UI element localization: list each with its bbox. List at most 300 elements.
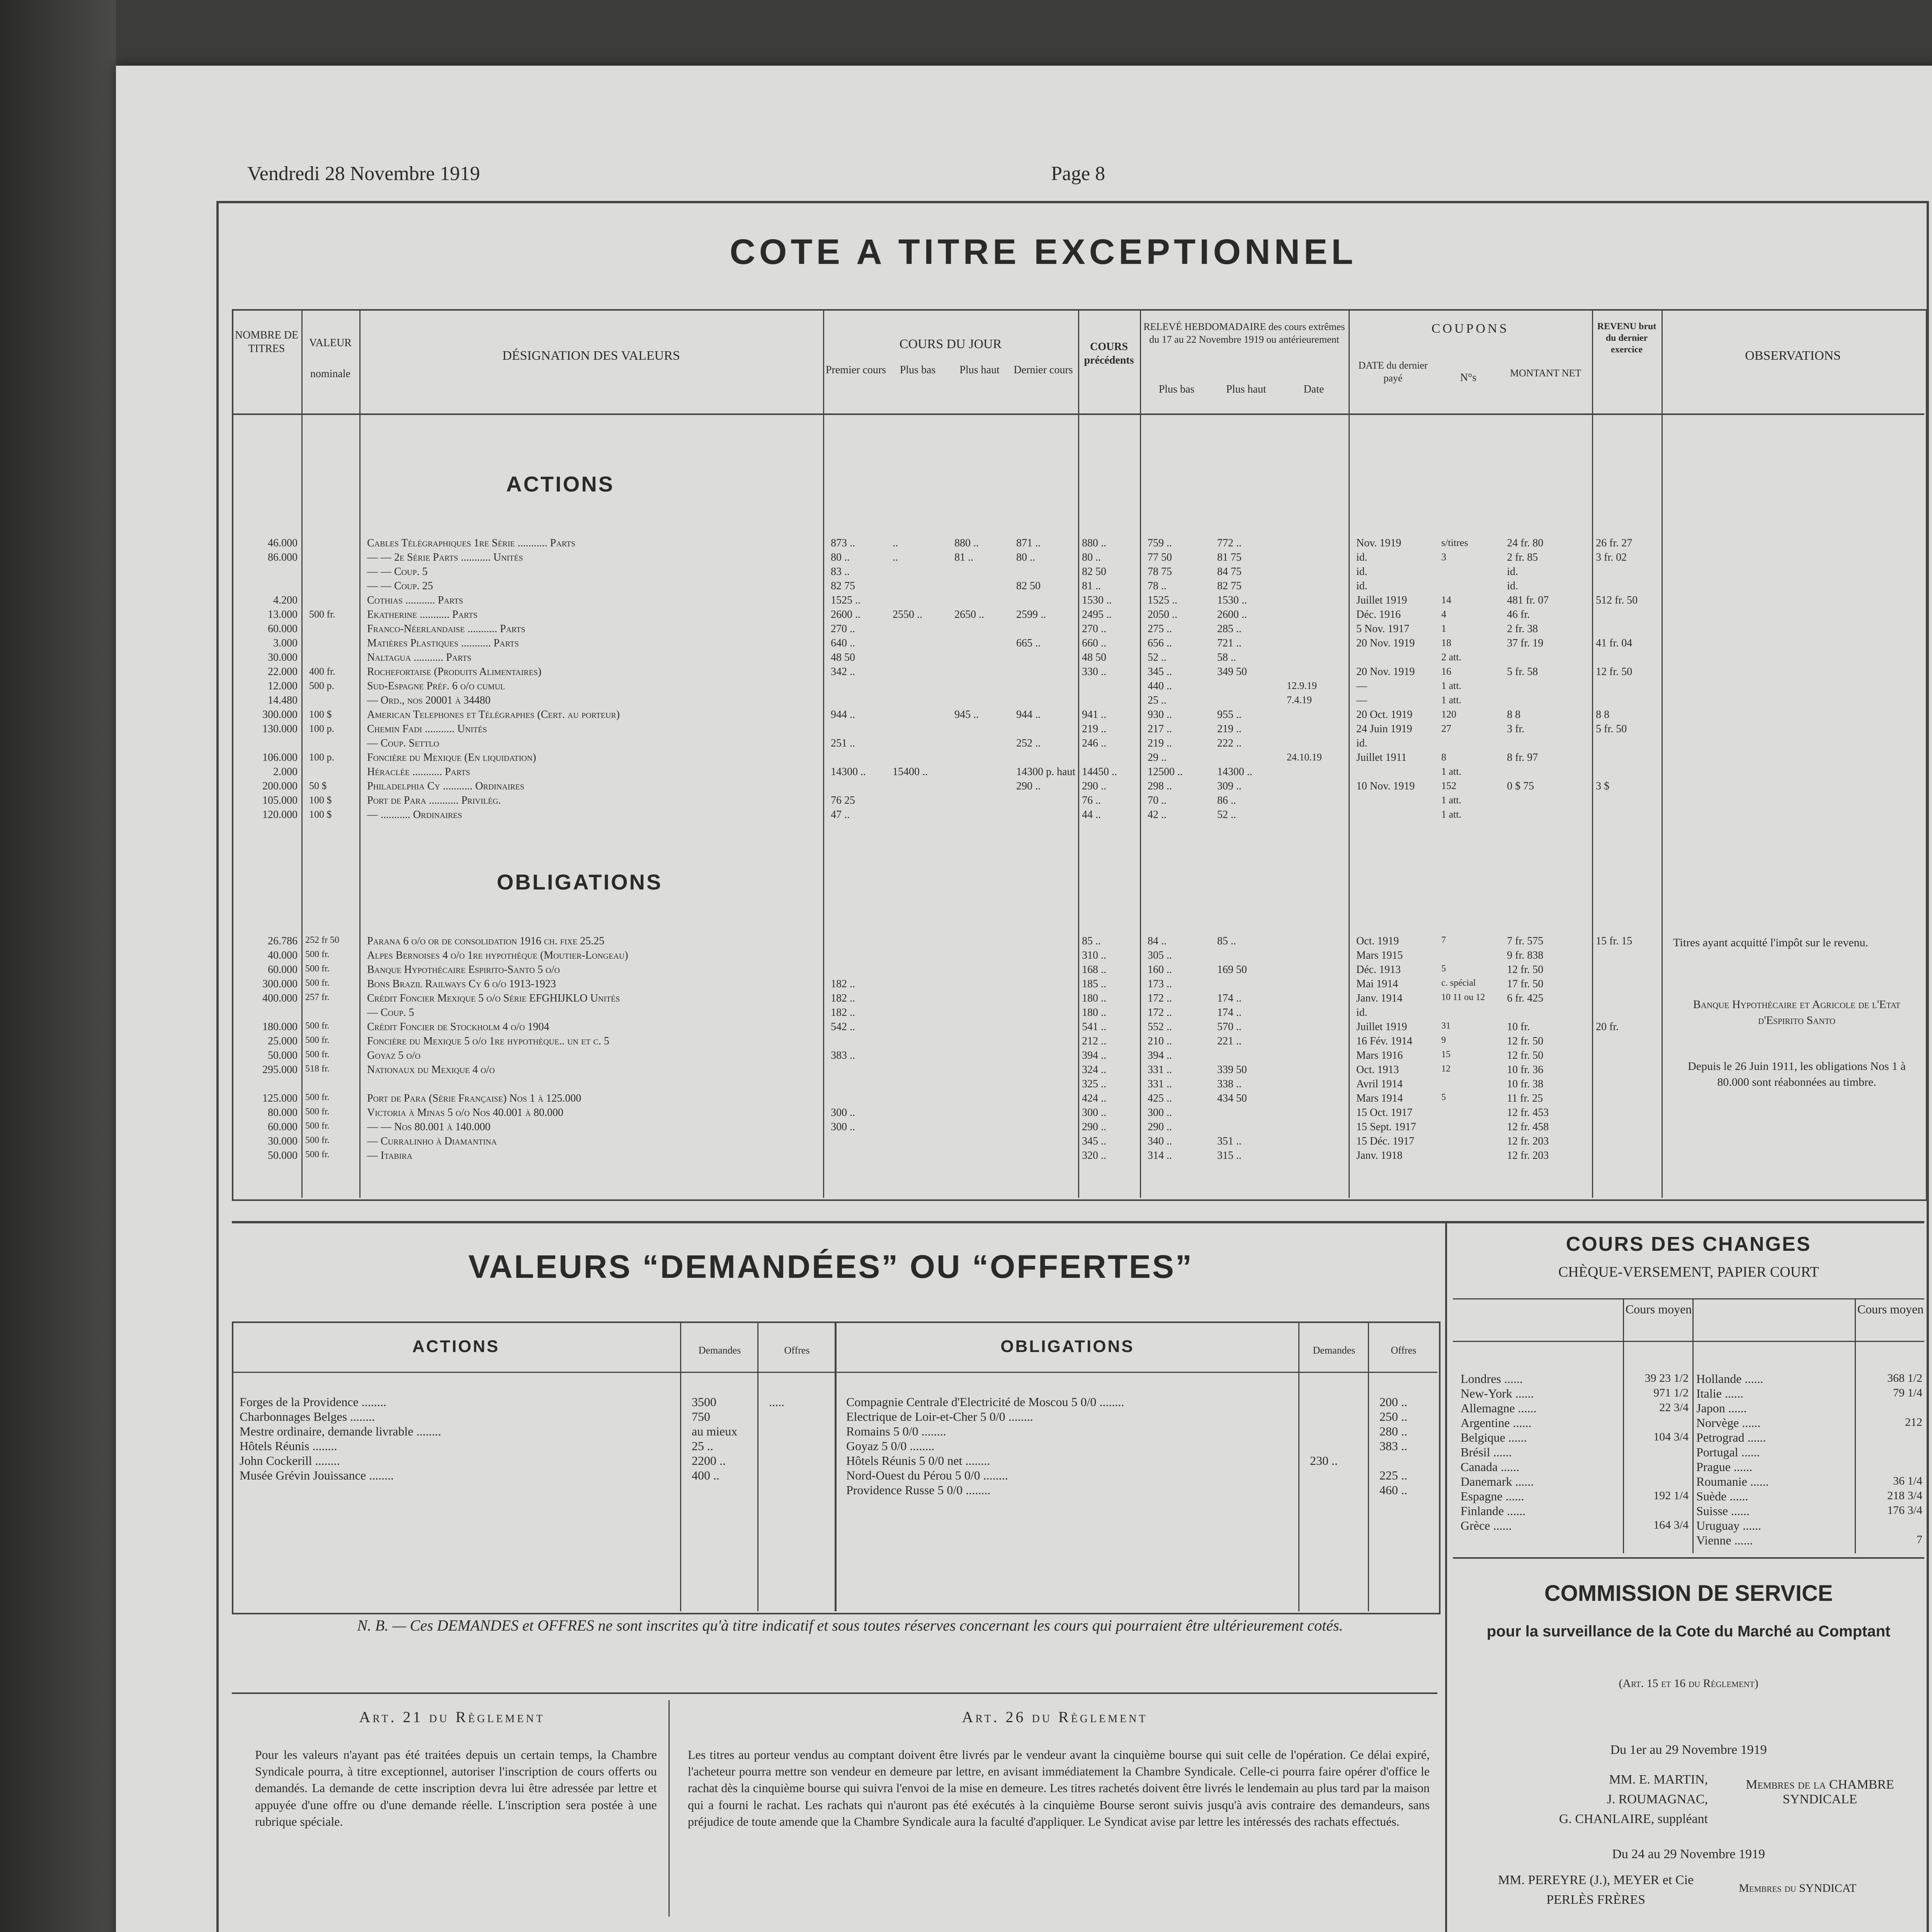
action-precedent: 880 ..	[1082, 537, 1106, 549]
action-valeur: 100 p.	[309, 752, 334, 763]
action-releve-bas: 77 50	[1148, 551, 1172, 563]
oblig-nombre: 125.000	[262, 1092, 298, 1104]
oblig-precedent: 394 ..	[1082, 1049, 1106, 1061]
oblig-designation: — Coup. 5	[367, 1007, 414, 1019]
action-coupon-net: 24 fr. 80	[1507, 537, 1544, 549]
action-premier: 342 ..	[831, 666, 855, 678]
oblig-nombre: 50.000	[268, 1049, 298, 1061]
oblig-releve-bas: 290 ..	[1148, 1121, 1172, 1133]
action-coupon-date: 20 Nov. 1919	[1356, 637, 1415, 649]
action-valeur: 400 fr.	[309, 666, 335, 677]
oblig-coupon-net: 9 fr. 838	[1507, 949, 1544, 961]
dem-oblig-name: Providence Russe 5 0/0 ........	[846, 1483, 991, 1497]
change-rate: 176 3/4	[1887, 1504, 1922, 1517]
oblig-coupon-date: 16 Fév. 1914	[1356, 1035, 1413, 1047]
action-coupon-date: id.	[1356, 580, 1367, 592]
action-dernier: 82 50	[1016, 580, 1041, 592]
oblig-revenu: 20 fr.	[1596, 1021, 1619, 1033]
commission-art: (Art. 15 et 16 du Règlement)	[1619, 1677, 1759, 1690]
oblig-coupon-date: 15 Sept. 1917	[1356, 1121, 1416, 1133]
action-premier: 48 50	[831, 651, 855, 663]
oblig-nombre: 60.000	[268, 1121, 298, 1133]
action-premier: 251 ..	[831, 737, 855, 749]
changes-sub: CHÈQUE-VERSEMENT, PAPIER COURT	[1558, 1264, 1819, 1280]
oblig-releve-bas: 172 ..	[1148, 1007, 1172, 1019]
oblig-designation: — Curralinho à Diamantina	[367, 1135, 497, 1147]
action-nombre: 120.000	[262, 809, 298, 821]
dem-action-demande: 2200 ..	[692, 1454, 726, 1468]
col-dernier: Dernier cours	[1014, 364, 1073, 376]
change-country: Suède ......	[1696, 1489, 1748, 1503]
change-country: Argentine ......	[1461, 1416, 1532, 1430]
action-revenu: 3 fr. 02	[1596, 551, 1627, 563]
action-nombre: 13.000	[268, 609, 298, 621]
action-nombre: 60.000	[268, 623, 298, 635]
oblig-releve-haut: 338 ..	[1217, 1078, 1242, 1090]
obs-banque: Banque Hypothécaire et Agricole de l'Etat d'Espirito Santo	[1693, 998, 1901, 1027]
action-premier: 1525 ..	[831, 594, 861, 606]
action-releve-haut: 955 ..	[1217, 709, 1242, 721]
action-nombre: 300.000	[262, 709, 298, 721]
dem-col-offres-o: Offres	[1391, 1345, 1417, 1356]
action-releve-bas: 12500 ..	[1148, 766, 1183, 778]
oblig-precedent: 85 ..	[1082, 935, 1101, 947]
oblig-releve-bas: 84 ..	[1148, 935, 1167, 947]
oblig-releve-haut: 434 50	[1217, 1092, 1247, 1104]
changes-moyen-left: Cours moyen	[1625, 1302, 1692, 1316]
dem-oblig-offre: 200 ..	[1379, 1395, 1407, 1409]
art21-text: Pour les valeurs n'ayant pas été traitées depuis un certain temps, la Chambre Syndicale pourra, à titre exceptionnel, autoriser l'inscription de cours offerts ou demandés. La demande de cette inscription devra lui être adressée par lettre et appuyée d'une offre ou d'une demande réelle. L'inscription sera postée à une rubrique spéciale.	[255, 1748, 657, 1828]
change-rate: 39 23 1/2	[1645, 1372, 1689, 1384]
art26-title: Art. 26 du Règlement	[962, 1708, 1148, 1726]
oblig-coupon-date: Oct. 1913	[1356, 1064, 1399, 1076]
action-releve-haut: 86 ..	[1217, 794, 1236, 806]
oblig-coupon-net: 12 fr. 50	[1507, 964, 1544, 976]
action-coupon-no: 14	[1441, 594, 1451, 605]
oblig-designation: Victoria à Minas 5 o/o Nos 40.001 à 80.000	[367, 1107, 563, 1119]
commission-title: COMMISSION DE SERVICE	[1544, 1581, 1833, 1606]
oblig-designation: Port de Para (Série Française) Nos 1 à 125.000	[367, 1092, 582, 1104]
change-rate: 79 1/4	[1893, 1386, 1922, 1399]
oblig-releve-bas: 340 ..	[1148, 1135, 1172, 1147]
action-releve-bas: 217 ..	[1148, 723, 1172, 735]
oblig-valeur: 500 fr.	[305, 964, 330, 974]
action-coupon-net: 3 fr.	[1507, 723, 1525, 735]
dem-oblig-name: Hôtels Réunis 5 0/0 net ........	[846, 1454, 990, 1468]
change-country: Italie ......	[1696, 1386, 1743, 1400]
action-designation: Héraclée ........... Parts	[367, 766, 470, 778]
dem-oblig-offre: 250 ..	[1379, 1410, 1407, 1423]
action-revenu: 5 fr. 50	[1596, 723, 1627, 735]
oblig-designation: Alpes Bernoises 4 o/o 1re hypothèque (Moutier-Longeau)	[367, 949, 628, 961]
oblig-designation: Banque Hypothécaire Espirito-Santo 5 o/o	[367, 964, 560, 976]
action-releve-haut: 58 ..	[1217, 651, 1236, 663]
dem-oblig-offre: 383 ..	[1379, 1439, 1407, 1453]
page-date: Vendredi 28 Novembre 1919	[247, 163, 480, 185]
action-designation: — — 2e Série Parts ........... Unités	[367, 551, 523, 563]
action-coupon-no: 18	[1441, 637, 1451, 648]
commission-names1: MM. E. MARTIN, J. ROUMAGNAC, G. CHANLAIRE, suppléant	[1559, 1772, 1708, 1826]
action-designation: Chemin Fadi ........... Unités	[367, 723, 487, 735]
oblig-coupon-net: 6 fr. 425	[1507, 992, 1544, 1004]
col-r-date: Date	[1303, 383, 1324, 395]
oblig-precedent: 180 ..	[1082, 1007, 1106, 1019]
action-plus-haut: 81 ..	[954, 551, 973, 563]
oblig-valeur: 500 fr.	[305, 1107, 330, 1117]
oblig-valeur: 500 fr.	[305, 1150, 330, 1160]
oblig-coupon-net: 10 fr.	[1507, 1021, 1530, 1033]
action-plus-haut: 880 ..	[954, 537, 979, 549]
oblig-premier: 300 ..	[831, 1107, 855, 1119]
oblig-designation: — — Nos 80.001 à 140.000	[367, 1121, 491, 1133]
action-nombre: 14.480	[268, 694, 298, 706]
action-revenu: 512 fr. 50	[1596, 594, 1638, 606]
oblig-valeur: 252 fr 50	[305, 935, 339, 945]
change-rate: 7	[1917, 1533, 1922, 1546]
action-precedent: 82 50	[1082, 566, 1106, 578]
action-coupon-net: 2 fr. 85	[1507, 551, 1538, 563]
change-rate: 212	[1905, 1416, 1922, 1429]
oblig-nombre: 25.000	[268, 1035, 298, 1047]
action-dernier: 252 ..	[1016, 737, 1041, 749]
action-releve-haut: 14300 ..	[1217, 766, 1252, 778]
obligations-heading: OBLIGATIONS	[497, 870, 663, 894]
dem-oblig-offre: 280 ..	[1379, 1424, 1407, 1438]
oblig-coupon-date: id.	[1356, 1007, 1367, 1019]
oblig-valeur: 500 fr.	[305, 978, 330, 988]
dem-oblig-name: Goyaz 5 0/0 ........	[846, 1439, 935, 1453]
action-releve-bas: 25 ..	[1148, 694, 1167, 706]
action-premier: 944 ..	[831, 709, 855, 721]
oblig-releve-haut: 315 ..	[1217, 1150, 1242, 1162]
col-observations: OBSERVATIONS	[1745, 349, 1841, 363]
oblig-valeur: 500 fr.	[305, 1135, 330, 1145]
oblig-designation: Nationaux du Mexique 4 o/o	[367, 1064, 495, 1076]
oblig-releve-bas: 394 ..	[1148, 1049, 1172, 1061]
dem-col-demandes-a: Demandes	[698, 1345, 741, 1356]
action-releve-bas: 275 ..	[1148, 623, 1172, 635]
action-releve-haut: 721 ..	[1217, 637, 1242, 649]
action-premier: 82 75	[831, 580, 855, 592]
oblig-precedent: 310 ..	[1082, 949, 1106, 961]
dem-oblig-name: Nord-Ouest du Pérou 5 0/0 ........	[846, 1468, 1008, 1482]
action-coupon-net: 2 fr. 38	[1507, 623, 1538, 635]
action-coupon-date: Déc. 1916	[1356, 609, 1401, 621]
commission-p1: Du 1er au 29 Novembre 1919	[1610, 1743, 1767, 1757]
action-valeur: 500 fr.	[309, 609, 335, 620]
oblig-premier: 300 ..	[831, 1121, 855, 1133]
oblig-premier: 542 ..	[831, 1021, 855, 1033]
action-revenu: 41 fr. 04	[1596, 637, 1633, 649]
col-valeur: VALEUR	[309, 337, 352, 349]
action-dernier: 80 ..	[1016, 551, 1035, 563]
change-country: Belgique ......	[1461, 1430, 1527, 1444]
action-coupon-date: 20 Nov. 1919	[1356, 666, 1415, 678]
dem-oblig-name: Compagnie Centrale d'Electricité de Moscou 5 0/0 ........	[846, 1395, 1124, 1409]
action-plus-haut: 945 ..	[954, 709, 979, 721]
oblig-releve-bas: 172 ..	[1148, 992, 1172, 1004]
action-precedent: 48 50	[1082, 651, 1106, 663]
oblig-coupon-no: 10 11 ou 12	[1441, 992, 1485, 1002]
oblig-releve-bas: 552 ..	[1148, 1021, 1172, 1033]
change-country: Brésil ......	[1461, 1445, 1512, 1459]
action-designation: — Coup. Settlo	[367, 737, 439, 749]
binder-shadow	[0, 0, 116, 1932]
action-precedent: 1530 ..	[1082, 594, 1112, 606]
action-releve-bas: 29 ..	[1148, 752, 1167, 764]
oblig-releve-bas: 305 ..	[1148, 949, 1172, 961]
oblig-valeur: 257 fr.	[305, 992, 330, 1002]
action-premier: 76 25	[831, 794, 855, 806]
dem-action-name: Forges de la Providence ........	[240, 1395, 386, 1409]
oblig-nombre: 26.786	[268, 935, 298, 947]
oblig-designation: — Itabira	[367, 1150, 413, 1162]
change-country: Prague ......	[1696, 1460, 1752, 1474]
oblig-precedent: 541 ..	[1082, 1021, 1106, 1033]
action-releve-bas: 930 ..	[1148, 709, 1172, 721]
action-coupon-no: 120	[1441, 709, 1456, 720]
col-plus-bas: Plus bas	[900, 364, 936, 376]
oblig-nombre: 400.000	[262, 992, 298, 1004]
oblig-premier: 182 ..	[831, 992, 855, 1004]
oblig-releve-haut: 221 ..	[1217, 1035, 1242, 1047]
action-releve-haut: 219 ..	[1217, 723, 1242, 735]
action-nombre: 12.000	[268, 680, 298, 692]
oblig-nombre: 30.000	[268, 1135, 298, 1147]
changes-title: COURS DES CHANGES	[1566, 1233, 1811, 1255]
action-revenu: 26 fr. 27	[1596, 537, 1633, 549]
action-designation: Sud-Espagne Préf. 6 o/o cumul	[367, 680, 505, 692]
oblig-precedent: 324 ..	[1082, 1064, 1106, 1076]
oblig-designation: Foncière du Mexique 5 o/o 1re hypothèque.. un et c. 5	[367, 1035, 609, 1047]
action-nombre: 4.200	[273, 594, 298, 606]
action-designation: Matières Plastiques ........... Parts	[367, 637, 519, 649]
col-c-no: N°s	[1460, 372, 1477, 384]
change-country: Roumanie ......	[1696, 1475, 1769, 1488]
action-coupon-no: 4	[1441, 609, 1446, 620]
action-designation: — ........... Ordinaires	[367, 809, 462, 821]
oblig-revenu: 15 fr. 15	[1596, 935, 1633, 947]
action-releve-bas: 1525 ..	[1148, 594, 1177, 606]
action-dernier: 2599 ..	[1016, 609, 1046, 621]
action-dernier: 665 ..	[1016, 637, 1041, 649]
oblig-premier: 182 ..	[831, 978, 855, 990]
action-coupon-no: 1 att.	[1441, 694, 1461, 706]
action-coupon-no: 2 att.	[1441, 651, 1461, 663]
col-premier: Premier cours	[825, 364, 886, 376]
action-releve-haut: 2600 ..	[1217, 609, 1247, 621]
action-designation: Port de Para ........... Privilég.	[367, 794, 501, 806]
oblig-designation: Crédit Foncier de Stockholm 4 o/o 1904	[367, 1021, 549, 1033]
action-dernier: 871 ..	[1016, 537, 1041, 549]
oblig-releve-haut: 174 ..	[1217, 992, 1242, 1004]
action-revenu: 8 8	[1596, 709, 1609, 721]
oblig-precedent: 168 ..	[1082, 964, 1106, 976]
commission-sub: pour la surveillance de la Cote du Marché au Comptant	[1486, 1623, 1891, 1640]
action-coupon-net: id.	[1507, 580, 1518, 592]
action-designation: Ekatherine ........... Parts	[367, 609, 478, 621]
change-country: Suisse ......	[1696, 1504, 1750, 1518]
change-country: Grèce ......	[1461, 1519, 1512, 1532]
action-coupon-no: 1 att.	[1441, 766, 1461, 777]
dem-actions-h: ACTIONS	[412, 1337, 500, 1356]
oblig-valeur: 500 fr.	[305, 1021, 330, 1031]
oblig-releve-haut: 351 ..	[1217, 1135, 1242, 1147]
action-precedent: 2495 ..	[1082, 609, 1112, 621]
oblig-coupon-date: Oct. 1919	[1356, 935, 1399, 947]
oblig-valeur: 500 fr.	[305, 1121, 330, 1131]
oblig-coupon-date: Mars 1915	[1356, 949, 1403, 961]
action-coupon-date: id.	[1356, 551, 1367, 563]
oblig-coupon-net: 12 fr. 458	[1507, 1121, 1549, 1133]
change-country: Norvège ......	[1696, 1416, 1761, 1430]
change-country: Canada ......	[1461, 1460, 1519, 1474]
action-coupon-no: 16	[1441, 666, 1451, 677]
action-coupon-net: 8 fr. 97	[1507, 752, 1538, 764]
action-coupon-date: id.	[1356, 566, 1367, 578]
action-designation: Foncière du Mexique (En liquidation)	[367, 752, 536, 764]
oblig-coupon-net: 10 fr. 38	[1507, 1078, 1544, 1090]
action-coupon-no: 152	[1441, 780, 1456, 791]
oblig-precedent: 424 ..	[1082, 1092, 1106, 1104]
action-designation: — — Coup. 5	[367, 566, 428, 578]
action-releve-haut: 1530 ..	[1217, 594, 1247, 606]
dem-col-offres-a: Offres	[784, 1345, 810, 1356]
oblig-precedent: 180 ..	[1082, 992, 1106, 1004]
dem-action-name: Hôtels Réunis ........	[240, 1439, 337, 1453]
oblig-releve-bas: 331 ..	[1148, 1078, 1172, 1090]
action-releve-date: 24.10.19	[1287, 752, 1322, 763]
oblig-premier: 182 ..	[831, 1007, 855, 1019]
col-coupons: COUPONS	[1431, 321, 1509, 336]
oblig-designation: Bons Brazil Railways Cy 6 o/o 1913-1923	[367, 978, 556, 990]
action-precedent: 14450 ..	[1082, 766, 1117, 778]
col-designation: DÉSIGNATION DES VALEURS	[502, 349, 680, 363]
change-country: Londres ......	[1461, 1372, 1523, 1386]
change-country: Vienne ......	[1696, 1533, 1753, 1547]
action-coupon-no: 1 att.	[1441, 809, 1461, 820]
oblig-coupon-date: Mars 1914	[1356, 1092, 1403, 1104]
dem-col-demandes-o: Demandes	[1313, 1345, 1355, 1356]
action-precedent: 219 ..	[1082, 723, 1106, 735]
change-country: Espagne ......	[1461, 1489, 1524, 1503]
oblig-designation: Parana 6 o/o or de consolidation 1916 ch. fixe 25.25	[367, 935, 605, 947]
obs-timbre: Depuis le 26 Juin 1911, les obligations Nos 1 à 80.000 sont réabonnées au timbre.	[1688, 1060, 1906, 1088]
action-releve-bas: 52 ..	[1148, 651, 1167, 663]
col-cours-prec: COURS précédents	[1084, 341, 1134, 366]
oblig-valeur: 500 fr.	[305, 949, 330, 959]
action-precedent: 941 ..	[1082, 709, 1106, 721]
dem-action-demande: 3500	[692, 1395, 716, 1409]
page-number: Page 8	[1051, 163, 1105, 185]
oblig-coupon-date: Déc. 1913	[1356, 964, 1401, 976]
action-premier: 83 ..	[831, 566, 850, 578]
action-valeur: 100 p.	[309, 723, 334, 734]
action-designation: Rochefortaise (Produits Alimentaires)	[367, 666, 542, 678]
action-revenu: 3 $	[1596, 780, 1609, 792]
action-valeur: 500 p.	[309, 680, 334, 691]
oblig-coupon-net: 12 fr. 453	[1507, 1107, 1549, 1119]
action-premier: 14300 ..	[831, 766, 866, 778]
action-releve-bas: 656 ..	[1148, 637, 1172, 649]
action-coupon-date: 24 Juin 1919	[1356, 723, 1412, 735]
change-country: Uruguay ......	[1696, 1519, 1761, 1532]
change-rate: 368 1/2	[1887, 1372, 1922, 1384]
oblig-valeur: 500 fr.	[305, 1092, 330, 1102]
oblig-coupon-no: 31	[1441, 1021, 1451, 1031]
action-coupon-date: Juillet 1919	[1356, 594, 1407, 606]
oblig-releve-haut: 174 ..	[1217, 1007, 1242, 1019]
col-releve: RELEVÉ HEBDOMADAIRE des cours extrêmes du 17 au 22 Novembre 1919 ou antérieurement	[1143, 321, 1345, 345]
oblig-coupon-no: c. spécial	[1441, 978, 1476, 988]
action-plus-bas: ..	[893, 551, 898, 563]
cote-title: COTE A TITRE EXCEPTIONNEL	[730, 232, 1357, 272]
action-designation: Franco-Néerlandaise ........... Parts	[367, 623, 526, 635]
oblig-releve-bas: 314 ..	[1148, 1150, 1172, 1162]
action-releve-bas: 78 ..	[1148, 580, 1167, 592]
action-coupon-no: 8	[1441, 752, 1446, 763]
change-country: Allemagne ......	[1461, 1401, 1537, 1415]
oblig-releve-bas: 425 ..	[1148, 1092, 1172, 1104]
action-coupon-net: 481 fr. 07	[1507, 594, 1549, 606]
oblig-coupon-no: 15	[1441, 1049, 1451, 1060]
col-revenu: REVENU brut du dernier exercice	[1597, 321, 1656, 355]
oblig-releve-bas: 173 ..	[1148, 978, 1172, 990]
oblig-releve-haut: 169 50	[1217, 964, 1247, 976]
oblig-releve-bas: 210 ..	[1148, 1035, 1172, 1047]
oblig-coupon-net: 12 fr. 50	[1507, 1049, 1544, 1061]
action-precedent: 330 ..	[1082, 666, 1106, 678]
change-rate: 971 1/2	[1653, 1386, 1689, 1399]
oblig-coupon-net: 12 fr. 203	[1507, 1150, 1549, 1162]
action-precedent: 270 ..	[1082, 623, 1106, 635]
action-coupon-date: Juillet 1911	[1356, 752, 1407, 764]
action-designation: American Telephones et Télégraphes (Cert. au porteur)	[367, 709, 620, 721]
col-r-haut: Plus haut	[1226, 383, 1266, 395]
action-designation: — — Coup. 25	[367, 580, 433, 592]
col-nombre: NOMBRE DE TITRES	[235, 329, 299, 355]
oblig-precedent: 185 ..	[1082, 978, 1106, 990]
oblig-nombre: 80.000	[268, 1107, 298, 1119]
action-nombre: 106.000	[262, 752, 298, 764]
change-country: Finlande ......	[1461, 1504, 1526, 1518]
action-precedent: 80 ..	[1082, 551, 1101, 563]
action-precedent: 660 ..	[1082, 637, 1106, 649]
action-premier: 873 ..	[831, 537, 855, 549]
oblig-precedent: 300 ..	[1082, 1107, 1106, 1119]
action-premier: 270 ..	[831, 623, 855, 635]
oblig-designation: Crédit Foncier Mexique 5 o/o Série EFGHIJKLO Unités	[367, 992, 620, 1004]
action-releve-haut: 81 75	[1217, 551, 1242, 563]
action-precedent: 290 ..	[1082, 780, 1106, 792]
col-nominale: nominale	[310, 368, 351, 380]
action-revenu: 12 fr. 50	[1596, 666, 1633, 678]
action-premier: 80 ..	[831, 551, 850, 563]
change-country: Portugal ......	[1696, 1445, 1760, 1459]
action-coupon-net: 46 fr.	[1507, 609, 1530, 621]
action-coupon-no: 1 att.	[1441, 680, 1461, 691]
oblig-nombre: 50.000	[268, 1150, 298, 1162]
action-valeur: 100 $	[309, 794, 332, 806]
action-releve-bas: 2050 ..	[1148, 609, 1177, 621]
commission-m2: Membres du SYNDICAT	[1739, 1882, 1857, 1895]
action-precedent: 44 ..	[1082, 809, 1101, 821]
oblig-precedent: 325 ..	[1082, 1078, 1106, 1090]
action-releve-haut: 349 50	[1217, 666, 1247, 678]
action-releve-bas: 440 ..	[1148, 680, 1172, 692]
dem-oblig-h: OBLIGATIONS	[1000, 1337, 1134, 1356]
action-coupon-net: 5 fr. 58	[1507, 666, 1538, 678]
